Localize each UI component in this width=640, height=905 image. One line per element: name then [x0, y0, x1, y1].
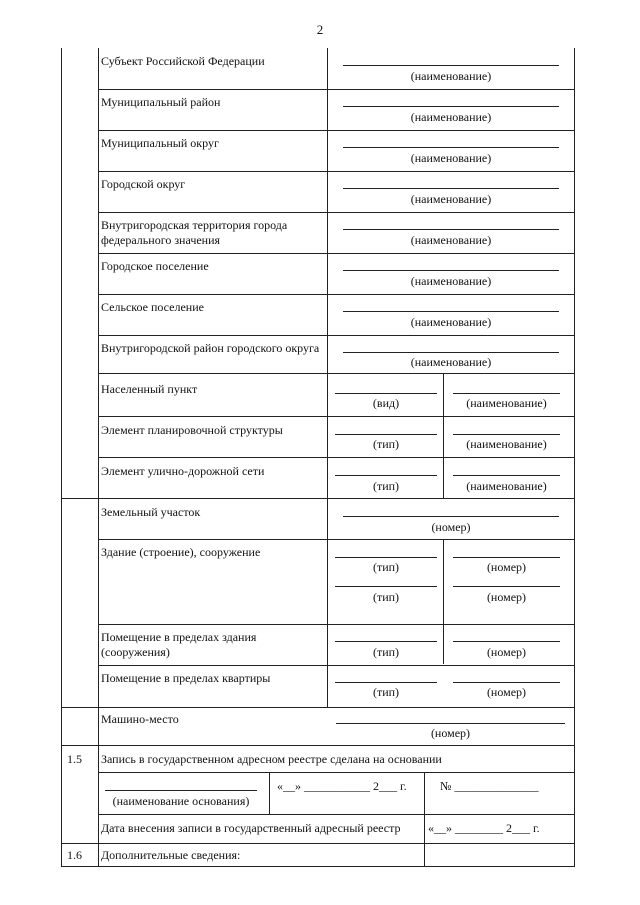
row-label-building: Здание (строение), сооружение — [101, 545, 261, 559]
row-label-parking-space: Машино-место — [101, 712, 179, 726]
premises-apartment-number-field[interactable] — [453, 682, 560, 683]
row-line — [98, 772, 575, 773]
col-divider-value — [327, 48, 328, 708]
row-line — [98, 212, 575, 213]
planning-element-type-caption: (тип) — [372, 437, 400, 451]
row-line — [98, 457, 575, 458]
premises-apartment-type-field[interactable] — [335, 682, 437, 683]
land-plot-field[interactable] — [343, 516, 559, 517]
municipal-okrug-caption: (наименование) — [410, 151, 492, 165]
building-type-caption-2: (тип) — [372, 590, 400, 604]
rural-settlement-field[interactable] — [343, 311, 559, 312]
premises-building-number-caption: (номер) — [486, 645, 527, 659]
row-line-full — [61, 498, 575, 499]
row-label-rural-settlement: Сельское поселение — [101, 300, 204, 314]
planning-element-type-field[interactable] — [335, 434, 437, 435]
row-label-planning-element: Элемент планировочной структуры — [101, 423, 283, 437]
row-line — [98, 89, 575, 90]
row-label-federal-subject: Субъект Российской Федерации — [101, 54, 265, 68]
premises-apartment-type-caption: (тип) — [372, 685, 400, 699]
address-form-table — [61, 48, 575, 867]
urban-settlement-field[interactable] — [343, 270, 559, 271]
parking-space-caption: (номер) — [430, 726, 471, 740]
row-label-premises-building: Помещение в пределах здания (сооружения) — [101, 630, 257, 659]
federal-subject-caption: (наименование) — [410, 69, 492, 83]
row-label-urban-okrug: Городской округ — [101, 177, 186, 191]
premises-building-type-caption: (тип) — [372, 645, 400, 659]
page-number: 2 — [316, 22, 324, 37]
basis-name-caption: (наименование основания) — [112, 794, 250, 808]
row-line — [98, 814, 575, 815]
row-line — [98, 624, 575, 625]
intracity-district-caption: (наименование) — [410, 355, 492, 369]
building-number-caption-2: (номер) — [486, 590, 527, 604]
frame-bottom — [61, 866, 575, 867]
col-divider-numbersign — [424, 772, 425, 814]
building-number-field-2[interactable] — [453, 586, 560, 587]
urban-okrug-field[interactable] — [343, 188, 559, 189]
planning-element-name-field[interactable] — [453, 434, 560, 435]
rural-settlement-caption: (наименование) — [410, 315, 492, 329]
road-element-type-caption: (тип) — [372, 479, 400, 493]
row-line — [98, 373, 575, 374]
building-type-caption: (тип) — [372, 560, 400, 574]
intracity-territory-caption: (наименование) — [410, 233, 492, 247]
parking-space-field[interactable] — [336, 723, 565, 724]
basis-name-field[interactable] — [105, 790, 257, 791]
building-number-caption: (номер) — [486, 560, 527, 574]
intracity-territory-field[interactable] — [343, 229, 559, 230]
row-label-land-plot: Земельный участок — [101, 505, 201, 519]
urban-settlement-caption: (наименование) — [410, 274, 492, 288]
col-divider-date — [269, 772, 270, 814]
row-line — [98, 171, 575, 172]
section-1-6-number: 1.6 — [67, 848, 82, 862]
intracity-district-field[interactable] — [343, 352, 559, 353]
row-line — [98, 665, 575, 666]
col-divider-record-date — [424, 814, 425, 867]
urban-okrug-caption: (наименование) — [410, 192, 492, 206]
planning-element-name-caption: (наименование) — [466, 437, 547, 451]
premises-building-type-field[interactable] — [335, 641, 437, 642]
settlement-name-field[interactable] — [453, 393, 560, 394]
basis-date-field[interactable]: «__» ___________ 2___ г. — [277, 779, 407, 793]
row-line — [98, 539, 575, 540]
row-line — [98, 130, 575, 131]
building-number-field[interactable] — [453, 557, 560, 558]
col-divider-settlement — [443, 373, 444, 498]
road-element-type-field[interactable] — [335, 475, 437, 476]
road-element-name-field[interactable] — [453, 475, 560, 476]
settlement-kind-field[interactable] — [335, 393, 437, 394]
basis-number-field[interactable]: № ______________ — [440, 779, 539, 793]
row-label-urban-settlement: Городское поселение — [101, 259, 209, 273]
row-label-municipal-okrug: Муниципальный округ — [101, 136, 219, 150]
row-line — [98, 253, 575, 254]
settlement-name-caption: (наименование) — [466, 396, 547, 410]
row-line-full — [61, 707, 575, 708]
section-1-5-number: 1.5 — [67, 752, 82, 766]
row-line-full — [61, 745, 575, 746]
row-line-full — [61, 843, 575, 844]
land-plot-caption: (номер) — [431, 520, 471, 534]
premises-apartment-number-caption: (номер) — [486, 685, 527, 699]
row-line — [98, 294, 575, 295]
municipal-okrug-field[interactable] — [343, 147, 559, 148]
row-line — [98, 416, 575, 417]
municipal-district-caption: (наименование) — [410, 110, 492, 124]
building-type-field[interactable] — [335, 557, 437, 558]
record-date-label: Дата внесения записи в государственный адресный реестр — [101, 821, 401, 835]
building-type-field-2[interactable] — [335, 586, 437, 587]
section-1-5-title: Запись в государственном адресном реестре сделана на основании — [101, 752, 442, 766]
row-label-municipal-district: Муниципальный район — [101, 95, 221, 109]
row-label-intracity-territory: Внутригородская территория города федерального значения — [101, 218, 288, 247]
col-divider-building — [443, 539, 444, 664]
row-line — [98, 335, 575, 336]
road-element-name-caption: (наименование) — [466, 479, 547, 493]
record-date-field[interactable]: «__» ________ 2___ г. — [428, 821, 540, 835]
row-label-road-element: Элемент улично-дорожной сети — [101, 464, 265, 478]
federal-subject-field[interactable] — [343, 65, 559, 66]
section-1-6-title: Дополнительные сведения: — [101, 848, 241, 862]
row-label-premises-apartment: Помещение в пределах квартиры — [101, 671, 271, 685]
row-label-settlement: Населенный пункт — [101, 382, 198, 396]
settlement-kind-caption: (вид) — [372, 396, 400, 410]
premises-building-number-field[interactable] — [453, 641, 560, 642]
row-label-intracity-district: Внутригородской район городского округа — [101, 341, 320, 355]
municipal-district-field[interactable] — [343, 106, 559, 107]
